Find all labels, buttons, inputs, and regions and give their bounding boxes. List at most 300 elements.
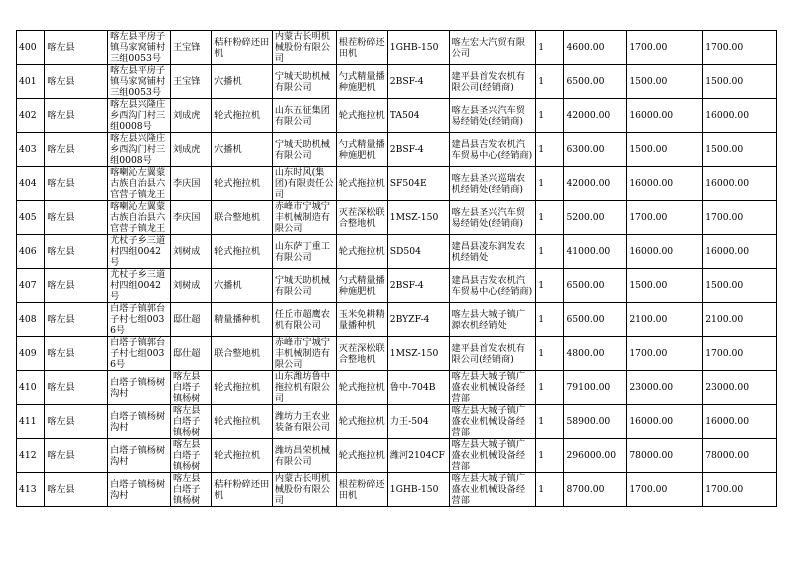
machine-category-cell-text: 轮式拖拉机 — [214, 450, 261, 461]
row-number-cell — [17, 269, 45, 303]
total-subsidy-cell — [703, 303, 777, 337]
buyer-name-cell — [170, 133, 211, 167]
quantity-cell-text: 1 — [538, 42, 545, 53]
total-subsidy-cell-text: 16000.00 — [705, 178, 750, 189]
row-number-cell — [17, 371, 45, 405]
sale-price-cell — [564, 99, 627, 133]
buyer-name-cell — [170, 31, 211, 65]
county-cell — [45, 201, 108, 235]
dealer-cell — [449, 439, 536, 473]
address-cell-text: 喀喇沁左翼蒙古族自治县六官营子镇龙王 — [110, 167, 166, 200]
quantity-cell — [536, 167, 564, 201]
row-number-cell — [17, 303, 45, 337]
quantity-cell — [536, 405, 564, 439]
dealer-cell-text: 喀左县圣兴汽车贸易经销处(经销商) — [451, 104, 526, 127]
table-row — [17, 439, 777, 473]
machine-category-cell-text: 轮式拖拉机 — [214, 382, 261, 393]
model-cell — [387, 201, 449, 235]
county-cell-text: 喀左县 — [47, 450, 75, 461]
buyer-name-cell-text: 邸仕超 — [172, 314, 201, 325]
county-cell-text: 喀左县 — [47, 212, 75, 223]
total-subsidy-cell — [703, 337, 777, 371]
address-cell — [108, 439, 171, 473]
manufacturer-cell-text: 山东潍坊鲁中拖拉机有限公司 — [274, 371, 330, 404]
quantity-cell — [536, 337, 564, 371]
subsidy-cell — [627, 337, 703, 371]
quantity-cell-text: 1 — [538, 484, 545, 495]
subsidy-cell — [627, 167, 703, 201]
address-cell-text: 喀喇沁左翼蒙古族自治县六官营子镇龙王 — [110, 201, 166, 234]
row-number-cell-text: 402 — [19, 110, 37, 121]
machine-category-cell — [212, 473, 273, 507]
buyer-name-cell — [170, 235, 211, 269]
buyer-name-cell — [170, 473, 211, 507]
county-cell-text: 喀左县 — [47, 416, 75, 427]
subsidy-cell — [627, 235, 703, 269]
total-subsidy-cell-text: 1500.00 — [705, 76, 744, 87]
dealer-cell — [449, 303, 536, 337]
row-number-cell-text: 412 — [19, 450, 37, 461]
model-cell-text: 1MSZ-150 — [389, 212, 439, 223]
manufacturer-cell-text: 山东时风(集团)有限责任公司 — [274, 167, 334, 200]
quantity-cell-text: 1 — [538, 450, 545, 461]
manufacturer-cell — [272, 99, 336, 133]
manufacturer-cell — [272, 167, 336, 201]
product-name-cell — [336, 235, 387, 269]
county-cell — [45, 303, 108, 337]
quantity-cell-text: 1 — [538, 382, 545, 393]
machine-category-cell — [212, 235, 273, 269]
product-name-cell — [336, 371, 387, 405]
manufacturer-cell — [272, 235, 336, 269]
row-number-cell — [17, 201, 45, 235]
table-row — [17, 405, 777, 439]
subsidy-cell — [627, 201, 703, 235]
model-cell — [387, 303, 449, 337]
county-cell — [45, 371, 108, 405]
county-cell-text: 喀左县 — [47, 76, 75, 87]
dealer-cell — [449, 133, 536, 167]
county-cell-text: 喀左县 — [47, 178, 75, 189]
address-cell-text: 喀左县兴隆庄乡西沟门村三组0008号 — [110, 99, 166, 132]
sale-price-cell — [564, 201, 627, 235]
model-cell-text: 潍河2104CF — [389, 450, 445, 461]
total-subsidy-cell — [703, 99, 777, 133]
row-number-cell — [17, 31, 45, 65]
address-cell-text: 白塔子镇郭台子村七组0036号 — [110, 337, 166, 370]
address-cell — [108, 405, 171, 439]
model-cell — [387, 371, 449, 405]
county-cell — [45, 269, 108, 303]
address-cell — [108, 99, 171, 133]
dealer-cell-text: 喀左县大城子镇广源农机经销处 — [451, 308, 526, 331]
model-cell-text: 1GHB-150 — [389, 42, 439, 53]
quantity-cell — [536, 31, 564, 65]
buyer-name-cell-text: 刘树成 — [172, 246, 201, 257]
product-name-cell-text: 灭茬深松联合整地机 — [338, 206, 385, 229]
address-cell — [108, 31, 171, 65]
dealer-cell-text: 建昌县吉发农机汽车贸易中心(经销商) — [451, 274, 533, 297]
quantity-cell — [536, 439, 564, 473]
county-cell — [45, 99, 108, 133]
model-cell-text: 1MSZ-150 — [389, 348, 439, 359]
sale-price-cell-text: 42000.00 — [566, 110, 611, 121]
subsidy-cell-text: 1700.00 — [629, 212, 668, 223]
manufacturer-cell — [272, 371, 336, 405]
sale-price-cell-text: 58900.00 — [566, 416, 611, 427]
machine-category-cell — [212, 201, 273, 235]
subsidy-table — [16, 30, 777, 507]
address-cell — [108, 65, 171, 99]
row-number-cell-text: 413 — [19, 484, 37, 495]
total-subsidy-cell-text: 2100.00 — [705, 314, 744, 325]
dealer-cell — [449, 473, 536, 507]
row-number-cell — [17, 337, 45, 371]
county-cell — [45, 65, 108, 99]
quantity-cell — [536, 65, 564, 99]
subsidy-cell-text: 1700.00 — [629, 484, 668, 495]
model-cell — [387, 439, 449, 473]
subsidy-cell — [627, 133, 703, 167]
total-subsidy-cell — [703, 235, 777, 269]
row-number-cell-text: 406 — [19, 246, 37, 257]
product-name-cell — [336, 405, 387, 439]
subsidy-cell-text: 1700.00 — [629, 42, 668, 53]
machine-category-cell-text: 轮式拖拉机 — [214, 110, 261, 121]
sale-price-cell — [564, 235, 627, 269]
machine-category-cell-text: 穴播机 — [214, 280, 242, 291]
row-number-cell-text: 407 — [19, 280, 37, 291]
buyer-name-cell-text: 喀左县白塔子镇杨树 — [172, 473, 201, 506]
total-subsidy-cell — [703, 439, 777, 473]
sale-price-cell-text: 6500.00 — [566, 280, 605, 291]
manufacturer-cell — [272, 473, 336, 507]
subsidy-cell-text: 1700.00 — [629, 348, 668, 359]
total-subsidy-cell-text: 1700.00 — [705, 42, 744, 53]
total-subsidy-cell — [703, 201, 777, 235]
total-subsidy-cell — [703, 405, 777, 439]
total-subsidy-cell-text: 1500.00 — [705, 144, 744, 155]
subsidy-cell — [627, 99, 703, 133]
dealer-cell — [449, 31, 536, 65]
row-number-cell-text: 401 — [19, 76, 37, 87]
row-number-cell — [17, 99, 45, 133]
address-cell-text: 喀左县平房子镇马家窝铺村三组0053号 — [110, 65, 166, 98]
product-name-cell-text: 轮式拖拉机 — [338, 178, 385, 189]
manufacturer-cell — [272, 269, 336, 303]
county-cell-text: 喀左县 — [47, 484, 75, 495]
subsidy-cell-text: 1500.00 — [629, 76, 668, 87]
machine-category-cell — [212, 439, 273, 473]
row-number-cell — [17, 473, 45, 507]
dealer-cell-text: 喀左宏大汽贸有限公司 — [451, 36, 526, 59]
buyer-name-cell — [170, 337, 211, 371]
machine-category-cell-text: 轮式拖拉机 — [214, 178, 261, 189]
product-name-cell-text: 灭茬深松联合整地机 — [338, 342, 385, 365]
model-cell-text: 力王-504 — [389, 416, 429, 427]
county-cell — [45, 473, 108, 507]
manufacturer-cell — [272, 133, 336, 167]
quantity-cell-text: 1 — [538, 246, 545, 257]
subsidy-cell-text: 1500.00 — [629, 280, 668, 291]
quantity-cell-text: 1 — [538, 212, 545, 223]
row-number-cell — [17, 405, 45, 439]
county-cell — [45, 235, 108, 269]
dealer-cell-text: 喀左县大城子镇广盛农业机械设备经营部 — [451, 405, 526, 438]
machine-category-cell — [212, 167, 273, 201]
address-cell-text: 尤杖子乡三道村四组0042号 — [110, 269, 166, 302]
address-cell — [108, 167, 171, 201]
county-cell — [45, 405, 108, 439]
product-name-cell — [336, 65, 387, 99]
model-cell-text: 2BSF-4 — [389, 76, 424, 87]
sale-price-cell — [564, 371, 627, 405]
manufacturer-cell — [272, 337, 336, 371]
county-cell-text: 喀左县 — [47, 246, 75, 257]
dealer-cell — [449, 269, 536, 303]
model-cell-text: 2BSF-4 — [389, 280, 424, 291]
table-row — [17, 201, 777, 235]
manufacturer-cell-text: 内蒙古长明机械股份有限公司 — [274, 31, 330, 64]
dealer-cell — [449, 337, 536, 371]
product-name-cell-text: 轮式拖拉机 — [338, 110, 385, 121]
machine-category-cell-text: 联合整地机 — [214, 348, 261, 359]
subsidy-cell — [627, 371, 703, 405]
sale-price-cell — [564, 303, 627, 337]
manufacturer-cell — [272, 303, 336, 337]
machine-category-cell — [212, 65, 273, 99]
row-number-cell — [17, 439, 45, 473]
subsidy-cell-text: 16000.00 — [629, 246, 674, 257]
model-cell — [387, 235, 449, 269]
sale-price-cell — [564, 473, 627, 507]
product-name-cell — [336, 201, 387, 235]
product-name-cell-text: 勺式精量播种施肥机 — [338, 138, 385, 161]
dealer-cell — [449, 235, 536, 269]
quantity-cell — [536, 303, 564, 337]
county-cell — [45, 439, 108, 473]
table-body — [17, 31, 777, 507]
total-subsidy-cell-text: 1700.00 — [705, 484, 744, 495]
sale-price-cell-text: 6500.00 — [566, 314, 605, 325]
county-cell-text: 喀左县 — [47, 42, 75, 53]
machine-category-cell — [212, 371, 273, 405]
buyer-name-cell — [170, 201, 211, 235]
model-cell — [387, 337, 449, 371]
buyer-name-cell — [170, 303, 211, 337]
address-cell — [108, 235, 171, 269]
product-name-cell-text: 轮式拖拉机 — [338, 450, 385, 461]
quantity-cell-text: 1 — [538, 416, 545, 427]
manufacturer-cell-text: 任丘市超鹰农机有限公司 — [274, 308, 330, 331]
address-cell-text: 喀左县兴隆庄乡西沟门村三组0008号 — [110, 133, 166, 166]
buyer-name-cell-text: 刘树成 — [172, 280, 201, 291]
dealer-cell-text: 喀左县大城子镇广盛农业机械设备经营部 — [451, 439, 526, 472]
address-cell — [108, 473, 171, 507]
buyer-name-cell — [170, 269, 211, 303]
manufacturer-cell — [272, 31, 336, 65]
dealer-cell — [449, 65, 536, 99]
sale-price-cell — [564, 167, 627, 201]
machine-category-cell — [212, 99, 273, 133]
county-cell-text: 喀左县 — [47, 144, 75, 155]
sale-price-cell-text: 4600.00 — [566, 42, 605, 53]
subsidy-cell-text: 23000.00 — [629, 382, 674, 393]
row-number-cell-text: 408 — [19, 314, 37, 325]
machine-category-cell-text: 秸秆粉碎还田机 — [214, 36, 270, 59]
manufacturer-cell-text: 宁城天助机械有限公司 — [274, 138, 330, 161]
model-cell-text: TA504 — [389, 110, 420, 121]
buyer-name-cell-text: 喀左县白塔子镇杨树 — [172, 439, 201, 472]
county-cell — [45, 133, 108, 167]
machine-category-cell — [212, 133, 273, 167]
subsidy-cell-text: 1500.00 — [629, 144, 668, 155]
total-subsidy-cell-text: 1700.00 — [705, 348, 744, 359]
subsidy-cell — [627, 405, 703, 439]
subsidy-cell-text: 16000.00 — [629, 110, 674, 121]
total-subsidy-cell-text: 1500.00 — [705, 280, 744, 291]
dealer-cell-text: 喀左县圣兴巡瑞农机经销处(经销商) — [451, 172, 526, 195]
product-name-cell-text: 勺式精量播种施肥机 — [338, 70, 385, 93]
table-row — [17, 303, 777, 337]
buyer-name-cell-text: 刘成虎 — [172, 144, 201, 155]
county-cell — [45, 167, 108, 201]
address-cell-text: 白塔子镇杨树沟村 — [110, 478, 166, 501]
sale-price-cell-text: 41000.00 — [566, 246, 611, 257]
manufacturer-cell-text: 潍坊力王农业装备有限公司 — [274, 410, 330, 433]
model-cell-text: SF504E — [389, 178, 427, 189]
address-cell-text: 白塔子镇杨树沟村 — [110, 376, 166, 399]
product-name-cell — [336, 473, 387, 507]
buyer-name-cell-text: 邸仕超 — [172, 348, 201, 359]
product-name-cell — [336, 439, 387, 473]
table-row — [17, 133, 777, 167]
row-number-cell-text: 403 — [19, 144, 37, 155]
manufacturer-cell-text: 山东萨丁重工有限公司 — [274, 240, 330, 263]
quantity-cell-text: 1 — [538, 178, 545, 189]
subsidy-cell-text: 2100.00 — [629, 314, 668, 325]
address-cell-text: 白塔子镇杨树沟村 — [110, 410, 166, 433]
quantity-cell — [536, 473, 564, 507]
table-row — [17, 235, 777, 269]
county-cell-text: 喀左县 — [47, 280, 75, 291]
quantity-cell — [536, 201, 564, 235]
buyer-name-cell-text: 喀左县白塔子镇杨树 — [172, 371, 201, 404]
sale-price-cell-text: 42000.00 — [566, 178, 611, 189]
quantity-cell — [536, 235, 564, 269]
machine-category-cell — [212, 269, 273, 303]
row-number-cell-text: 404 — [19, 178, 37, 189]
total-subsidy-cell-text: 23000.00 — [705, 382, 750, 393]
address-cell-text: 尤杖子乡三道村四组0042号 — [110, 235, 166, 268]
model-cell-text: SD504 — [389, 246, 421, 257]
row-number-cell-text: 409 — [19, 348, 37, 359]
buyer-name-cell — [170, 167, 211, 201]
county-cell-text: 喀左县 — [47, 348, 75, 359]
subsidy-cell-text: 16000.00 — [629, 178, 674, 189]
total-subsidy-cell-text: 1700.00 — [705, 212, 744, 223]
sale-price-cell-text: 4800.00 — [566, 348, 605, 359]
table-row — [17, 65, 777, 99]
row-number-cell-text: 400 — [19, 42, 37, 53]
address-cell — [108, 337, 171, 371]
buyer-name-cell — [170, 405, 211, 439]
machine-category-cell-text: 轮式拖拉机 — [214, 246, 261, 257]
dealer-cell-text: 建昌县吉发农机汽车贸易中心(经销商) — [451, 138, 533, 161]
product-name-cell-text: 玉米免耕精量播种机 — [338, 308, 385, 331]
dealer-cell — [449, 167, 536, 201]
model-cell-text: 1GHB-150 — [389, 484, 439, 495]
manufacturer-cell — [272, 65, 336, 99]
total-subsidy-cell — [703, 473, 777, 507]
dealer-cell — [449, 405, 536, 439]
sale-price-cell-text: 6300.00 — [566, 144, 605, 155]
manufacturer-cell — [272, 439, 336, 473]
manufacturer-cell-text: 赤峰市宁城宁丰机械制造有限公司 — [274, 201, 330, 234]
row-number-cell — [17, 133, 45, 167]
county-cell-text: 喀左县 — [47, 382, 75, 393]
product-name-cell-text: 根茬粉碎还田机 — [338, 36, 385, 59]
product-name-cell-text: 勺式精量播种施肥机 — [338, 274, 385, 297]
sale-price-cell — [564, 405, 627, 439]
sale-price-cell-text: 79100.00 — [566, 382, 611, 393]
product-name-cell-text: 轮式拖拉机 — [338, 416, 385, 427]
quantity-cell — [536, 269, 564, 303]
machine-category-cell — [212, 405, 273, 439]
table-row — [17, 31, 777, 65]
machine-category-cell-text: 轮式拖拉机 — [214, 416, 261, 427]
product-name-cell — [336, 99, 387, 133]
dealer-cell — [449, 201, 536, 235]
county-cell — [45, 31, 108, 65]
table-row — [17, 371, 777, 405]
product-name-cell — [336, 133, 387, 167]
model-cell — [387, 99, 449, 133]
row-number-cell — [17, 65, 45, 99]
machine-category-cell-text: 穴播机 — [214, 144, 242, 155]
subsidy-cell-text: 78000.00 — [629, 450, 674, 461]
dealer-cell — [449, 99, 536, 133]
sale-price-cell-text: 296000.00 — [566, 450, 617, 461]
row-number-cell — [17, 167, 45, 201]
manufacturer-cell-text: 赤峰市宁城宁丰机械制造有限公司 — [274, 337, 330, 370]
row-number-cell-text: 405 — [19, 212, 37, 223]
manufacturer-cell-text: 潍坊昌荣机械有限公司 — [274, 444, 330, 467]
product-name-cell-text: 轮式拖拉机 — [338, 382, 385, 393]
product-name-cell — [336, 31, 387, 65]
subsidy-cell — [627, 303, 703, 337]
machine-category-cell — [212, 303, 273, 337]
machine-category-cell-text: 穴播机 — [214, 76, 242, 87]
quantity-cell — [536, 99, 564, 133]
address-cell — [108, 269, 171, 303]
sale-price-cell — [564, 269, 627, 303]
buyer-name-cell-text: 李庆国 — [172, 178, 201, 189]
dealer-cell-text: 喀左县圣兴汽车贸易经销处(经销商) — [451, 206, 526, 229]
manufacturer-cell-text: 内蒙古长明机械股份有限公司 — [274, 473, 330, 506]
total-subsidy-cell — [703, 65, 777, 99]
subsidy-cell — [627, 439, 703, 473]
model-cell — [387, 31, 449, 65]
buyer-name-cell — [170, 99, 211, 133]
table-row — [17, 269, 777, 303]
buyer-name-cell-text: 喀左县白塔子镇杨树 — [172, 405, 201, 438]
model-cell — [387, 405, 449, 439]
table-row — [17, 337, 777, 371]
subsidy-cell — [627, 269, 703, 303]
dealer-cell-text: 喀左县大城子镇广盛农业机械设备经营部 — [451, 371, 526, 404]
county-cell — [45, 337, 108, 371]
